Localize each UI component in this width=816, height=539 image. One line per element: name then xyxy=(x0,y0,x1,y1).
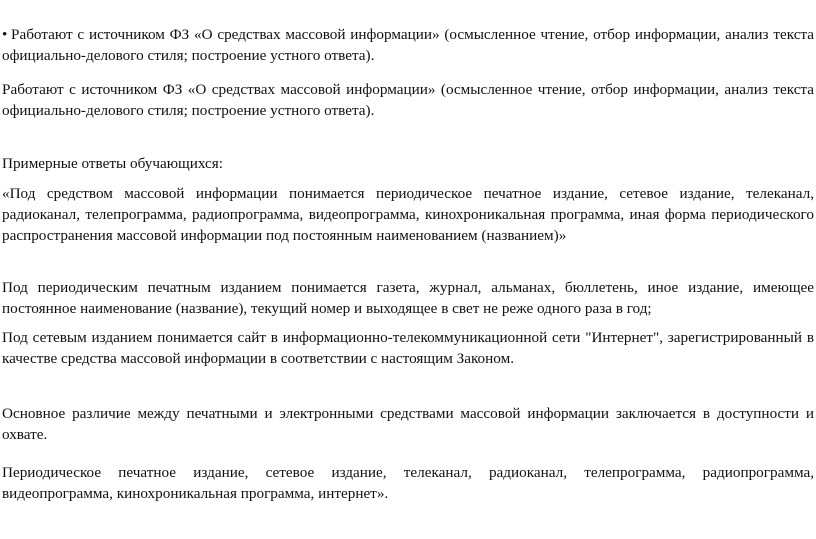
bullet-paragraph-text: Работают с источником ФЗ «О средствах массовой информации» (осмысленное чтение, отбор информации, анализ текста официально-делового стиля; построение устного ответа). xyxy=(2,26,814,64)
paragraph-media-list: Периодическое печатное издание, сетевое издание, телеканал, радиоканал, телепрограмма, радиопрограмма, видеопрограмма, кинохроникальная программа, интернет». xyxy=(2,464,814,502)
paragraph-main-difference: Основное различие между печатными и электронными средствами массовой информации заключается в доступности и охвате. xyxy=(2,405,814,443)
paragraph-sample-answers-heading: Примерные ответы обучающихся: xyxy=(2,155,223,172)
paragraph-online-edition-definition: Под сетевым изданием понимается сайт в информационно-телекоммуникационной сети "Интернет", зарегистрированный в качестве средства массовой информации в соответствии с настоящим Законом. xyxy=(2,329,814,367)
bullet-paragraph xyxy=(2,24,814,66)
paragraph-periodical-definition: Под периодическим печатным изданием понимается газета, журнал, альманах, бюллетень, иное издание, имеющее постоянное наименование (название), текущий номер и выходящее в свет не реже одного раза в год; xyxy=(2,279,814,317)
paragraph-source-work: Работают с источником ФЗ «О средствах массовой информации» (осмысленное чтение, отбор информации, анализ текста официально-делового стиля; построение устного ответа). xyxy=(2,81,814,119)
paragraph-mass-media-definition: «Под средством массовой информации понимается периодическое печатное издание, сетевое издание, телеканал, радиоканал, телепрограмма, радиопрограмма, видеопрограмма, кинохроникальная программа, иная форма периодического распространения массовой информации под постоянным наименованием (названием)» xyxy=(2,185,814,244)
bullet-icon: • xyxy=(2,26,8,43)
